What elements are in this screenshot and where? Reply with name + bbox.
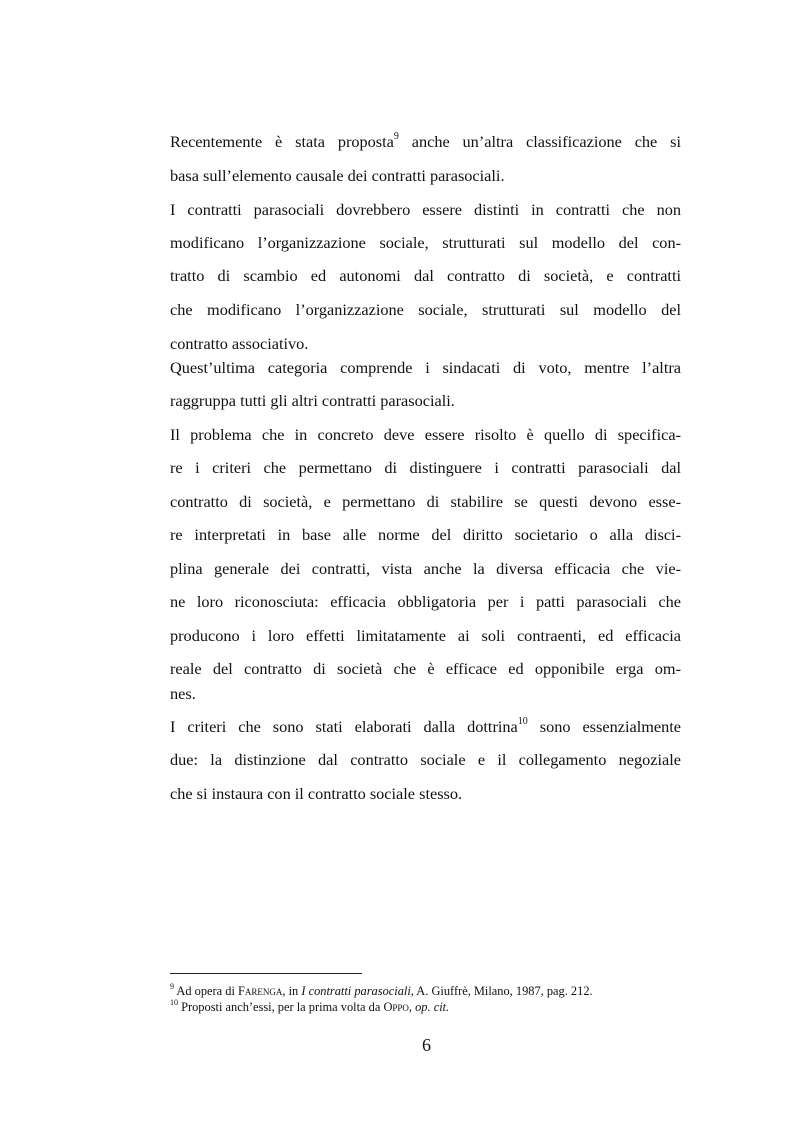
paragraph-line: ne loro riconosciuta: efficacia obbligatoria per i patti parasociali che (170, 592, 681, 611)
paragraph-line: I contratti parasociali dovrebbero essere distinti in contratti che non (170, 200, 681, 219)
paragraph-line: modificano l’organizzazione sociale, strutturati sul modello del con- (170, 233, 681, 252)
paragraph-line: plina generale dei contratti, vista anche la diversa efficacia che vie- (170, 559, 681, 578)
paragraph-line: I criteri che sono stati elaborati dalla dottrina$^{10}$ sono essenzialmente (170, 715, 681, 736)
paragraph-line: re interpretati in base alle norme del diritto societario o alla disci- (170, 525, 681, 544)
paragraph-line: raggruppa tutti gli altri contratti parasociali. (170, 391, 455, 410)
paragraph-line: re i criteri che permettano di distinguere i contratti parasociali dal (170, 458, 681, 477)
paragraph-line: Recentemente è stata proposta$^9$ anche un’altra classificazione che si (170, 130, 681, 151)
paragraph-line: che modificano l’organizzazione sociale, strutturati sul modello del (170, 300, 681, 319)
paragraph-line: contratto di società, e permettano di stabilire se questi devono esse- (170, 492, 681, 511)
footnote-ref-9[interactable]: 9 (393, 130, 399, 142)
paragraph-line: reale del contratto di società che è efficace ed opponibile erga om- (170, 659, 681, 678)
footnote-9: $^9$ Ad opera di Farenga, in I contratti parasociali, A. Giuffrè, Milano, 1987, pag. 212. (170, 981, 593, 998)
footnote-10: $^{10}$ Proposti anch’essi, per la prima volta da Oppo, op. cit. (170, 997, 450, 1014)
paragraph-line: che si instaura con il contratto sociale stesso. (170, 784, 463, 803)
page-number: 6 (422, 1035, 431, 1055)
paragraph-line: nes. (170, 684, 196, 703)
paragraph-line: tratto di scambio ed autonomi dal contratto di società, e contratti (170, 266, 681, 285)
paragraph-line: due: la distinzione dal contratto sociale e il collegamento negoziale (170, 750, 681, 769)
paragraph-line: producono i loro effetti limitatamente ai soli contraenti, ed efficacia (170, 626, 681, 645)
paragraph-line: Quest’ultima categoria comprende i sindacati di voto, mentre l’altra (170, 358, 681, 377)
footnote-separator (170, 973, 362, 974)
paragraph-line: contratto associativo. (170, 334, 309, 353)
footnote-ref-10[interactable]: 10 (517, 715, 528, 727)
paragraph-line: Il problema che in concreto deve essere risolto è quello di specifica- (170, 425, 681, 444)
paragraph-line: basa sull’elemento causale dei contratti parasociali. (170, 166, 505, 185)
